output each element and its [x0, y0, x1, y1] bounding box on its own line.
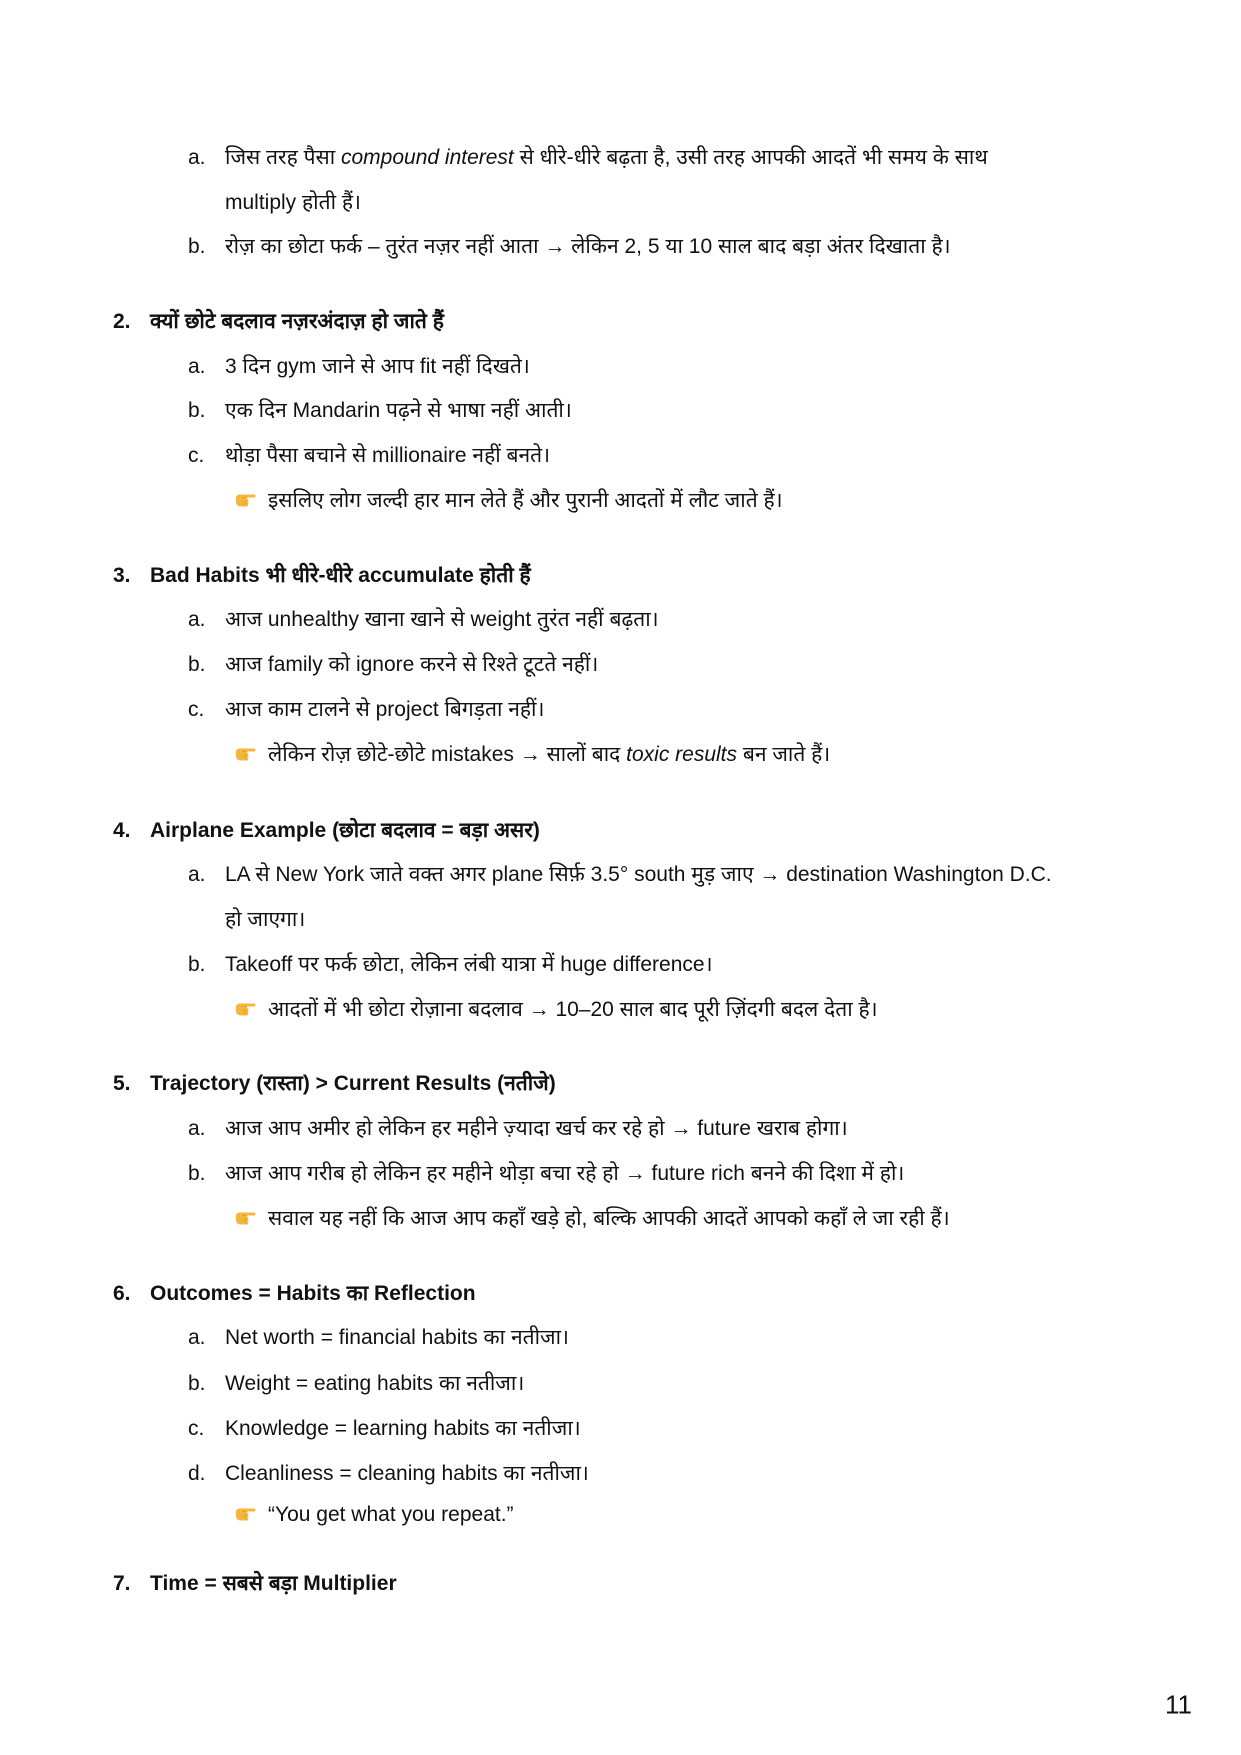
section-title: Time = सबसे बड़ा Multiplier — [150, 1572, 397, 1595]
item-text: Takeoff पर फर्क छोटा, लेकिन लंबी यात्रा में huge difference। — [225, 953, 713, 976]
section-number: 6. — [113, 1282, 131, 1305]
list-item — [188, 1460, 589, 1488]
pointer-note — [233, 487, 783, 515]
section-number: 5. — [113, 1072, 131, 1095]
item-emphasis: compound interest — [341, 146, 514, 169]
item-text: Net worth = financial habits का नतीजा। — [225, 1326, 569, 1349]
item-label: a. — [188, 1117, 206, 1140]
backhand-index-pointing-right-icon — [233, 1503, 259, 1525]
backhand-index-pointing-right-icon — [233, 489, 259, 511]
pointer-text: लेकिन रोज़ छोटे-छोटे mistakes → सालों बाद — [268, 743, 627, 766]
item-text: आज unhealthy खाना खाने से weight तुरंत नहीं बढ़ता। — [225, 608, 659, 631]
section-heading — [113, 1280, 476, 1308]
list-item — [188, 696, 544, 724]
list-item — [188, 1370, 524, 1398]
list-item — [188, 442, 550, 470]
list-item — [188, 606, 659, 634]
item-text: Weight = eating habits का नतीजा। — [225, 1372, 525, 1395]
backhand-index-pointing-right-icon — [233, 743, 259, 765]
section-number: 2. — [113, 310, 131, 333]
item-label: a. — [188, 863, 206, 886]
section-heading — [113, 1570, 397, 1598]
section-title: क्यों छोटे बदलाव नज़रअंदाज़ हो जाते हैं — [150, 310, 444, 333]
list-item — [188, 951, 713, 979]
list-item — [188, 861, 1052, 889]
item-label: a. — [188, 1326, 206, 1349]
list-item — [188, 144, 988, 172]
section-title: Trajectory (रास्ता) > Current Results (नतीजे) — [150, 1072, 556, 1095]
list-item — [188, 1324, 569, 1352]
item-text: LA से New York जाते वक्त अगर plane सिर्फ़ 3.5° south मुड़ जाए → destination Washington D.C. — [225, 863, 1052, 886]
list-item-continuation: हो जाएगा। — [225, 908, 306, 931]
backhand-index-pointing-right-icon — [233, 998, 259, 1020]
item-label: b. — [188, 1372, 206, 1395]
list-item — [188, 1115, 848, 1143]
item-label: b. — [188, 235, 206, 258]
backhand-index-pointing-right-icon — [233, 1207, 259, 1229]
section-heading — [113, 562, 531, 590]
section-title: Outcomes = Habits का Reflection — [150, 1282, 476, 1305]
item-text: Cleanliness = cleaning habits का नतीजा। — [225, 1462, 589, 1485]
item-text: एक दिन Mandarin पढ़ने से भाषा नहीं आती। — [225, 399, 572, 422]
list-item-continuation: multiply होती हैं। — [225, 191, 361, 214]
list-item — [188, 353, 530, 381]
pointer-emphasis: toxic results — [626, 743, 738, 766]
item-text: जिस तरह पैसा — [225, 146, 341, 169]
pointer-note — [233, 1205, 950, 1233]
item-label: b. — [188, 399, 206, 422]
list-item — [188, 651, 598, 679]
section-title: Airplane Example (छोटा बदलाव = बड़ा असर) — [150, 819, 540, 842]
list-item — [188, 1415, 581, 1443]
list-item — [188, 1160, 904, 1188]
item-label: c. — [188, 1417, 205, 1440]
item-label: a. — [188, 355, 206, 378]
item-text: 3 दिन gym जाने से आप fit नहीं दिखते। — [225, 355, 530, 378]
item-text: आज आप गरीब हो लेकिन हर महीने थोड़ा बचा रहे हो → future rich बनने की दिशा में हो। — [225, 1162, 905, 1185]
pointer-note — [233, 741, 830, 769]
item-label: b. — [188, 953, 206, 976]
item-label: a. — [188, 608, 206, 631]
item-label: a. — [188, 146, 206, 169]
pointer-text: सवाल यह नहीं कि आज आप कहाँ खड़े हो, बल्कि आपकी आदतें आपको कहाँ ले जा रही हैं। — [268, 1207, 950, 1230]
item-label: c. — [188, 698, 205, 721]
item-text: आज family को ignore करने से रिश्ते टूटते नहीं। — [225, 653, 599, 676]
item-text: आज आप अमीर हो लेकिन हर महीने ज़्यादा खर्च कर रहे हो → future खराब होगा। — [225, 1117, 848, 1140]
page-number: 11 — [1165, 1689, 1192, 1720]
item-label: d. — [188, 1462, 206, 1485]
list-item — [188, 233, 951, 261]
item-text: Knowledge = learning habits का नतीजा। — [225, 1417, 581, 1440]
pointer-text: बन जाते हैं। — [737, 743, 831, 766]
section-number: 7. — [113, 1572, 131, 1595]
item-label: b. — [188, 653, 206, 676]
pointer-note — [233, 996, 878, 1024]
pointer-note — [233, 1501, 514, 1529]
section-heading — [113, 1070, 556, 1098]
item-label: b. — [188, 1162, 206, 1185]
list-item — [188, 397, 572, 425]
item-text: थोड़ा पैसा बचाने से millionaire नहीं बनते। — [225, 444, 551, 467]
item-text: रोज़ का छोटा फर्क – तुरंत नज़र नहीं आता → लेकिन 2, 5 या 10 साल बाद बड़ा अंतर दिखाता है। — [225, 235, 951, 258]
section-title: Bad Habits भी धीरे-धीरे accumulate होती हैं — [150, 564, 531, 587]
pointer-text: “You get what you repeat.” — [268, 1503, 514, 1526]
pointer-text: इसलिए लोग जल्दी हार मान लेते हैं और पुरानी आदतों में लौट जाते हैं। — [268, 489, 783, 512]
item-text: आज काम टालने से project बिगड़ता नहीं। — [225, 698, 545, 721]
pointer-text: आदतों में भी छोटा रोज़ाना बदलाव → 10–20 साल बाद पूरी ज़िंदगी बदल देता है। — [268, 998, 878, 1021]
item-label: c. — [188, 444, 205, 467]
section-heading — [113, 817, 540, 845]
section-heading — [113, 308, 444, 336]
section-number: 4. — [113, 819, 131, 842]
section-number: 3. — [113, 564, 131, 587]
item-text: से धीरे-धीरे बढ़ता है, उसी तरह आपकी आदतें भी समय के साथ — [513, 146, 988, 169]
